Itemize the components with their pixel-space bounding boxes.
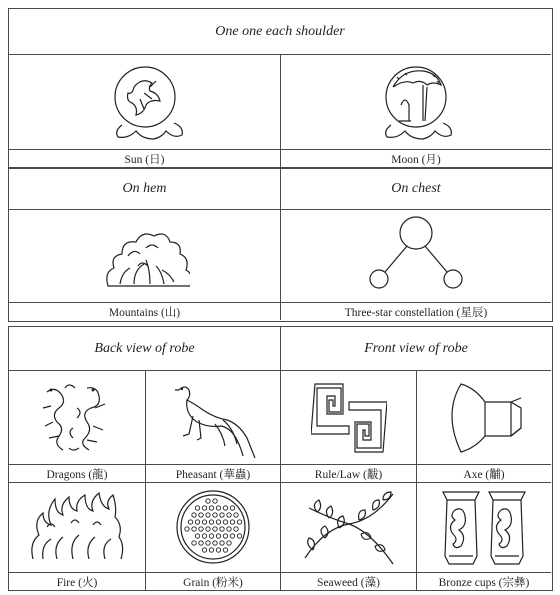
shoulders-panel <box>8 8 553 168</box>
chest-cell <box>281 169 551 320</box>
hem-cell <box>9 169 281 320</box>
seaweed-caption <box>281 572 416 590</box>
robe-views-panel <box>8 326 553 591</box>
fire-icon <box>9 483 145 571</box>
chest-heading <box>281 169 551 210</box>
dragons-caption-text: Dragons (龍) <box>46 468 108 481</box>
sun-caption-text: Sun (日) <box>124 153 165 166</box>
back-view-heading-text: Back view of robe <box>94 340 195 356</box>
sun-cell <box>9 55 281 167</box>
mountains-icon <box>9 210 280 302</box>
grain-cell <box>146 483 281 590</box>
pheasant-icon <box>146 371 280 464</box>
twelve-symbols-figure <box>8 8 553 591</box>
rule-law-cell <box>281 371 417 483</box>
axe-caption <box>417 464 551 482</box>
dragons-cell <box>9 371 146 483</box>
grain-caption-text: Grain (粉米) <box>183 576 243 589</box>
sun-roundel-icon <box>9 55 280 149</box>
axe-cell <box>417 371 551 483</box>
hem-chest-panel <box>8 168 553 322</box>
constellation-caption-text: Three-star constellation (星辰) <box>344 306 488 319</box>
hem-heading <box>9 169 280 210</box>
three-star-constellation-icon <box>281 210 551 302</box>
bronze-cups-icon <box>417 483 551 571</box>
bronze-cups-caption <box>417 572 551 590</box>
pheasant-cell <box>146 371 281 483</box>
dragons-icon <box>9 371 145 464</box>
fire-caption <box>9 572 145 590</box>
back-view-heading <box>9 327 281 371</box>
moon-cell <box>281 55 551 167</box>
mountains-caption <box>9 302 280 320</box>
front-view-heading-text: Front view of robe <box>364 340 468 356</box>
shoulders-heading-text: One one each shoulder <box>215 23 345 39</box>
constellation-caption <box>281 302 551 320</box>
pheasant-caption <box>146 464 280 482</box>
fire-caption-text: Fire (火) <box>56 576 98 589</box>
dragons-caption <box>9 464 145 482</box>
mountains-caption-text: Mountains (山) <box>108 306 181 319</box>
rule-law-caption <box>281 464 416 482</box>
bronze-cups-caption-text: Bronze cups (宗彝) <box>438 576 530 589</box>
grain-caption <box>146 572 280 590</box>
seaweed-cell <box>281 483 417 590</box>
chest-heading-text: On chest <box>391 181 441 196</box>
pheasant-caption-text: Pheasant (華蟲) <box>175 468 251 481</box>
fu-symbol-icon <box>281 371 416 464</box>
bronze-cups-cell <box>417 483 551 590</box>
moon-caption-text: Moon (月) <box>391 153 441 166</box>
seaweed-icon <box>281 483 416 571</box>
grain-icon <box>146 483 280 571</box>
axe-icon <box>417 371 551 464</box>
shoulders-heading <box>9 9 551 55</box>
seaweed-caption-text: Seaweed (藻) <box>317 576 380 589</box>
sun-caption <box>9 149 280 167</box>
fire-cell <box>9 483 146 590</box>
rule-law-caption-text: Rule/Law (黻) <box>314 468 383 481</box>
moon-roundel-icon <box>281 55 551 149</box>
front-view-heading <box>281 327 551 371</box>
hem-heading-text: On hem <box>122 181 167 196</box>
axe-caption-text: Axe (黼) <box>463 468 505 481</box>
moon-caption <box>281 149 551 167</box>
